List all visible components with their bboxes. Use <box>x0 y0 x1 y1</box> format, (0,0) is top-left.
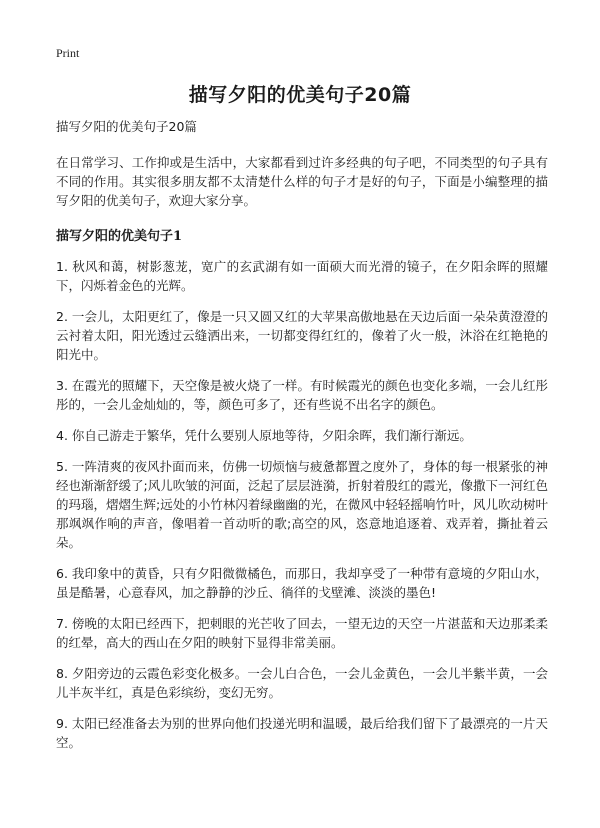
sentence-item-6: 6. 我印象中的黄昏，只有夕阳微微橘色，而那日，我却享受了一种带有意境的夕阳山水，虽是酷暑，心意春风，加之静静的沙丘、徜徉的戈壁滩、淡淡的墨色! <box>56 566 548 600</box>
sentence-item-3: 3. 在霞光的照耀下，天空像是被火烧了一样。有时候霞光的颜色也变化多端，一会儿红彤彤的，一会儿金灿灿的，等，颜色可多了，还有些说不出名字的颜色。 <box>56 378 548 412</box>
print-link[interactable]: Print <box>56 46 80 60</box>
document-title: 描写夕阳的优美句子20篇 <box>188 84 412 106</box>
sentence-item-8: 8. 夕阳旁边的云霞色彩变化极多。一会儿白合色，一会儿金黄色，一会儿半紫半黄，一会儿半灰半红，真是色彩缤纷，变幻无穷。 <box>56 666 548 700</box>
sentence-item-2: 2. 一会儿，太阳更红了，像是一只又圆又红的大苹果高傲地悬在天边后面一朵朵黄澄澄的云衬着太阳，阳光透过云缝洒出来，一切都变得红红的，像着了火一般，沐浴在红艳艳的阳光中。 <box>56 309 548 362</box>
document-subtitle: 描写夕阳的优美句子20篇 <box>56 119 197 134</box>
document-body <box>56 118 548 764</box>
sentence-item-4: 4. 你自己游走于繁华，凭什么要别人原地等待，夕阳余晖，我们渐行渐远。 <box>56 428 472 443</box>
sentence-item-1: 1. 秋风和蔼，树影葱茏，宽广的玄武湖有如一面硕大而光滑的镜子，在夕阳余晖的照耀下，闪烁着金色的光辉。 <box>56 259 548 293</box>
sentence-item-9: 9. 太阳已经准备去为别的世界向他们投递光明和温暖，最后给我们留下了最漂亮的一片天空。 <box>56 716 548 750</box>
sentence-item-7: 7. 傍晚的太阳已经西下，把刺眼的光芒收了回去，一望无边的天空一片湛蓝和天边那柔柔的红晕，高大的西山在夕阳的映射下显得非常美丽。 <box>56 616 548 650</box>
intro-paragraph: 在日常学习、工作抑或是生活中，大家都看到过许多经典的句子吧，不同类型的句子具有不同的作用。其实很多朋友都不太清楚什么样的句子才是好的句子，下面是小编整理的描写夕阳的优美句子，欢迎大家分享。 <box>56 155 548 208</box>
section-heading: 描写夕阳的优美句子1 <box>56 229 183 244</box>
sentence-item-5: 5. 一阵清爽的夜风扑面而来，仿佛一切烦恼与疲惫都置之度外了，身体的每一根紧张的神经也渐渐舒缓了;风儿吹皱的河面，泛起了层层涟漪，折射着殷红的霞光，像撒下一河红色的玛瑙，熠熠生辉;远处的小竹林闪着绿幽幽的光，在微风中轻轻摇响竹叶，风儿吹动树叶那飒飒作响的声音，像唱着一首动听的歌;高空的风，恣意地追逐着、戏弄着，撕扯着云朵。 <box>56 459 548 550</box>
